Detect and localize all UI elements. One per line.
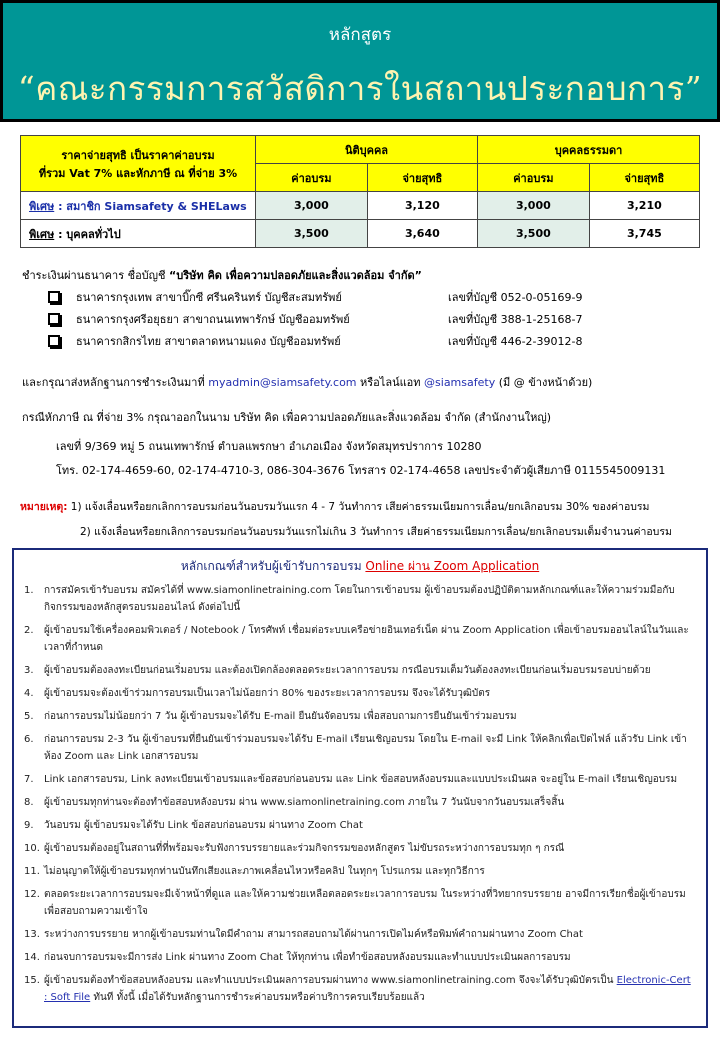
remark-label: หมายเหตุ:	[20, 501, 68, 513]
col-fee: ค่าอบรม	[477, 164, 589, 192]
evidence-line: และกรุณาส่งหลักฐานการชำระเงินมาที่ myadmin@siamsafety.com หรือไลน์แอท @siamsafety (มี @ ข้างหน้าด้วย)	[22, 376, 593, 389]
item-number: 1.	[24, 585, 34, 596]
price-cell: 3,000	[477, 192, 589, 220]
criteria-item	[14, 926, 706, 943]
criteria-item	[14, 771, 706, 788]
account-name: “บริษัท คิด เพื่อความปลอดภัยและสิ่งแวดล้อม จำกัด”	[169, 269, 422, 282]
item-number: 9.	[24, 820, 34, 831]
item-text: ผู้เข้าอบรมใช้เครื่องคอมพิวเตอร์ / Notebook / โทรศัพท์ เชื่อมต่อระบบเครือข่ายอินเทอร์เน็ต ผ่าน Zoom Application เพื่อเข้าอบรมออนไลน์ในวันและเวลาที่กำหนด	[44, 625, 689, 653]
item-text: ก่อนจบการอบรมจะมีการส่ง Link ผ่านทาง Zoom Chat ให้ทุกท่าน เพื่อทำข้อสอบหลังอบรมและทำแบบประเมินผลการอบรม	[44, 952, 571, 963]
price-cell: 3,500	[477, 220, 589, 248]
tax-address: เลขที่ 9/369 หมู่ 5 ถนนเทพารักษ์ ตำบลแพรกษา อำเภอเมือง จังหวัดสมุทรปราการ 10280	[56, 440, 482, 453]
payment-intro: ชำระเงินผ่านธนาคาร ชื่อบัญชี “บริษัท คิด เพื่อความปลอดภัยและสิ่งแวดล้อม จำกัด”	[22, 269, 422, 282]
item-text: วันอบรม ผู้เข้าอบรมจะได้รับ Link ข้อสอบก่อนอบรม ผ่านทาง Zoom Chat	[44, 820, 363, 831]
criteria-item	[14, 622, 706, 656]
criteria-item	[14, 949, 706, 966]
checkbox-icon	[48, 313, 60, 325]
item-number: 8.	[24, 797, 34, 808]
remark-2: 2) แจ้งเลื่อนหรือยกเลิกการอบรมก่อนวันอบรมวันแรกไม่เกิน 3 วันทำการ เสียค่าธรรมเนียมการเลื่อน/ยกเลิกอบรมเต็มจำนวนค่าอบรม	[80, 526, 672, 538]
item-number: 12.	[24, 889, 40, 900]
item-text: ตลอดระยะเวลาการอบรมจะมีเจ้าหน้าที่ดูแล และให้ความช่วยเหลือตลอดระยะเวลาการอบรม ในระหว่างที่วิทยากรบรรยาย อาจมีการเรียกชื่อผู้เข้าอบรมเพื่อสอบถามความเข้าใจ	[44, 889, 686, 917]
course-subtitle: หลักสูตร	[328, 25, 392, 45]
row-label: : สมาชิก Siamsafety & SHELaws	[54, 199, 247, 213]
item-number: 14.	[24, 952, 40, 963]
criteria-item	[14, 972, 706, 1006]
criteria-item	[14, 731, 706, 765]
checkbox-icon	[48, 291, 60, 303]
bank-item: ธนาคารกรุงศรีอยุธยา สาขาถนนเทพารักษ์ บัญชีออมทรัพย์ เลขที่บัญชี 388-1-25168-7	[48, 310, 350, 328]
criteria-item	[14, 662, 706, 679]
item-number: 13.	[24, 929, 40, 940]
ecert-link[interactable]: Electronic-Cert : Soft File	[44, 975, 691, 1003]
criteria-heading: หลักเกณฑ์สำหรับผู้เข้ารับการอบรม Online ผ่าน Zoom Application	[180, 559, 540, 573]
criteria-item	[14, 886, 706, 920]
price-cell: 3,640	[367, 220, 477, 248]
criteria-item	[14, 708, 706, 725]
price-cell: 3,745	[589, 220, 699, 248]
table-row	[21, 192, 700, 220]
col-net: จ่ายสุทธิ	[589, 164, 699, 192]
col-net: จ่ายสุทธิ	[367, 164, 477, 192]
item-number: 6.	[24, 734, 34, 745]
item-number: 5.	[24, 711, 34, 722]
criteria-item	[14, 685, 706, 702]
line-link[interactable]: @siamsafety	[424, 376, 496, 389]
online-criteria-box	[12, 548, 708, 1028]
course-title: “คณะกรรมการสวัสดิการในสถานประกอบการ”	[17, 69, 703, 108]
item-text: ผู้เข้าอบรมจะต้องเข้าร่วมการอบรมเป็นเวลาไม่น้อยกว่า 80% ของระยะเวลาการอบรม จึงจะได้รับวุฒิบัตร	[44, 688, 491, 699]
price-cell: 3,000	[256, 192, 368, 220]
tax-contact: โทร. 02-174-4659-60, 02-174-4710-3, 086-304-3676 โทรสาร 02-174-4658 เลขประจำตัวผู้เสียภาษี 0115545009131	[56, 464, 666, 477]
group-individual: บุคคลธรรมดา	[477, 136, 699, 164]
price-table	[20, 135, 700, 248]
item-text: ผู้เข้าอบรมต้องอยู่ในสถานที่ที่พร้อมจะรับฟังการบรรยายและร่วมกิจกรรมของหลักสูตร ไม่ขับรถระหว่างการอบรมทุก ๆ กรณี	[44, 843, 565, 854]
item-text: ก่อนการอบรม 2-3 วัน ผู้เข้าอบรมที่ยืนยันเข้าร่วมอบรมจะได้รับ E-mail เรียนเชิญอบรม โดยใน E-mail จะมี Link ให้คลิกเพื่อเปิดไฟล์ แล้วรับ Link เข้าห้อง Zoom และ Link เอกสารอบรม	[44, 734, 687, 762]
criteria-item	[14, 817, 706, 834]
item-number: 2.	[24, 625, 34, 636]
item-text: ไม่อนุญาตให้ผู้เข้าอบรมทุกท่านบันทึกเสียงและภาพเคลื่อนไหวหรือคลิป ในทุกๆ โปรแกรม และทุกวิธีการ	[44, 866, 485, 877]
item-number: 3.	[24, 665, 34, 676]
price-note: ราคาจ่ายสุทธิ เป็นราคาค่าอบรม ที่รวม Vat 7% และหักภาษี ณ ที่จ่าย 3%	[21, 136, 256, 192]
item-number: 10.	[24, 843, 40, 854]
item-number: 15.	[24, 975, 40, 986]
table-row	[21, 220, 700, 248]
price-cell: 3,210	[589, 192, 699, 220]
item-text: ระหว่างการบรรยาย หากผู้เข้าอบรมท่านใดมีคำถาม สามารถสอบถามได้ผ่านการเปิดไมค์หรือพิมพ์คำถามผ่านทาง Zoom Chat	[44, 929, 583, 940]
item-text: ผู้เข้าอบรมต้องทำข้อสอบหลังอบรม และทำแบบประเมินผลการอบรมผ่านทาง www.siamonlinetraining.com จึงจะได้รับวุฒิบัตรเป็น Electronic-Cert : Soft File ทันที ทั้งนี้ เมื่อได้รับหลักฐานการชำระค่าอบรมหรือค่าบริการครบเรียบร้อยแล้ว	[44, 975, 691, 1003]
criteria-item	[14, 582, 706, 616]
item-text: ผู้เข้าอบรมต้องลงทะเบียนก่อนเริ่มอบรม และต้องเปิดกล้องตลอดระยะเวลาการอบรม กรณีอบรมเต็มวันต้องลงทะเบียนก่อนเริ่มอบรมรอบบ่ายด้วย	[44, 665, 651, 676]
criteria-item	[14, 863, 706, 880]
item-text: การสมัครเข้ารับอบรม สมัครได้ที่ www.siamonlinetraining.com โดยในการเข้าอบรม ผู้เข้าอบรมต้องปฏิบัติตามหลักเกณฑ์และให้ความร่วมมือกับกิจกรรมของหลักสูตรอบรมออนไลน์ ดังต่อไปนี้	[44, 585, 675, 613]
email-link[interactable]: myadmin@siamsafety.com	[208, 376, 357, 389]
bank-item: ธนาคารกสิกรไทย สาขาตลาดหนามแดง บัญชีออมทรัพย์ เลขที่บัญชี 446-2-39012-8	[48, 332, 341, 350]
course-header	[0, 0, 720, 122]
criteria-item	[14, 840, 706, 857]
row-label: : บุคคลทั่วไป	[54, 227, 121, 241]
bank-item: ธนาคารกรุงเทพ สาขาบิ๊กซี ศรีนครินทร์ บัญชีสะสมทรัพย์ เลขที่บัญชี 052-0-05169-9	[48, 288, 342, 306]
group-juristic: นิติบุคคล	[256, 136, 478, 164]
col-fee: ค่าอบรม	[256, 164, 368, 192]
criteria-item	[14, 794, 706, 811]
criteria-list	[14, 582, 706, 1006]
remark-1: หมายเหตุ: 1) แจ้งเลื่อนหรือยกเลิกการอบรมก่อนวันอบรมวันแรก 4 - 7 วันทำการ เสียค่าธรรมเนียมการเลื่อน/ยกเลิกอบรม 30% ของค่าอบรม	[20, 501, 650, 513]
item-number: 11.	[24, 866, 40, 877]
tax-line-1: กรณีหักภาษี ณ ที่จ่าย 3% กรุณาออกในนาม บริษัท คิด เพื่อความปลอดภัยและสิ่งแวดล้อม จำกัด (สำนักงานใหญ่)	[22, 411, 552, 424]
item-text: ผู้เข้าอบรมทุกท่านจะต้องทำข้อสอบหลังอบรม ผ่าน www.siamonlinetraining.com ภายใน 7 วันนับจากวันอบรมเสร็จสิ้น	[44, 797, 565, 808]
item-text: ก่อนการอบรมไม่น้อยกว่า 7 วัน ผู้เข้าอบรมจะได้รับ E-mail ยืนยันจัดอบรม เพื่อสอบถามการยืนยันเข้าร่วมอบรม	[44, 711, 517, 722]
price-cell: 3,120	[367, 192, 477, 220]
item-number: 7.	[24, 774, 34, 785]
checkbox-icon	[48, 335, 60, 347]
item-number: 4.	[24, 688, 34, 699]
price-cell: 3,500	[256, 220, 368, 248]
special-label: พิเศษ	[29, 227, 55, 241]
special-label[interactable]: พิเศษ	[29, 199, 55, 213]
item-text: Link เอกสารอบรม, Link ลงทะเบียนเข้าอบรมและข้อสอบก่อนอบรม และ Link ข้อสอบหลังอบรมและแบบประเมินผล จะอยู่ใน E-mail เรียนเชิญอบรม	[44, 774, 678, 785]
